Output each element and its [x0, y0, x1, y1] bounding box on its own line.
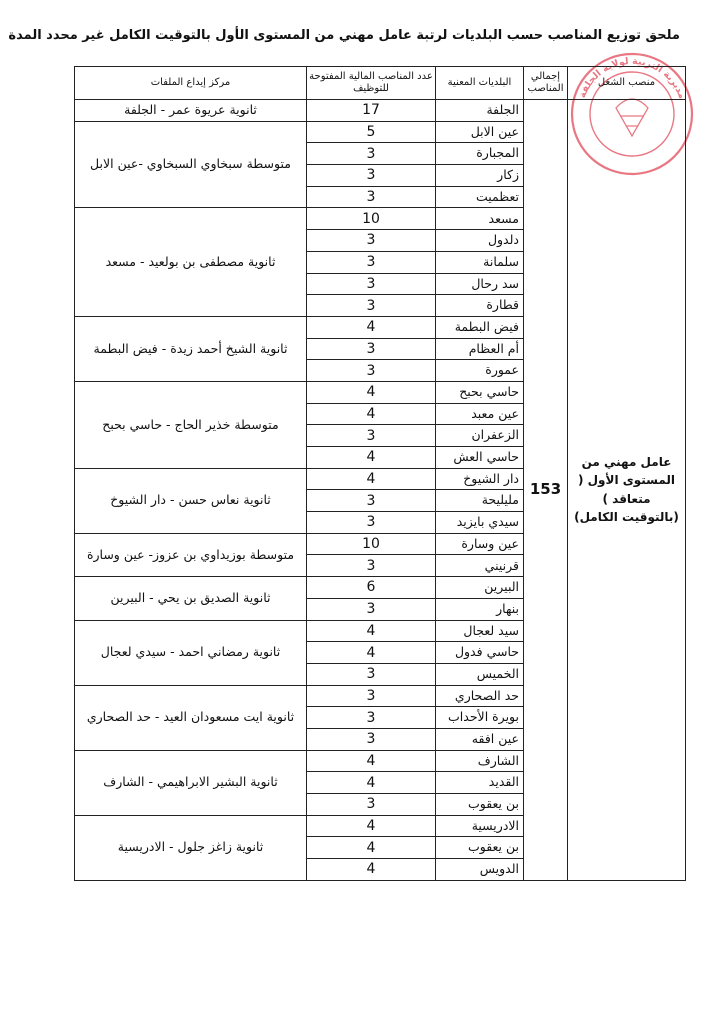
table-row: [75, 100, 686, 122]
count-cell: 3: [307, 273, 436, 295]
count-cell: 4: [307, 620, 436, 642]
header-center: مركز إيداع الملفات: [75, 67, 307, 100]
municipality-cell: قطارة: [436, 295, 524, 317]
municipality-cell: المجبارة: [436, 143, 524, 165]
municipality-cell: فيض البطمة: [436, 316, 524, 338]
center-cell: ثانوية زاغز جلول - الادريسية: [75, 815, 307, 880]
count-cell: 3: [307, 728, 436, 750]
center-cell: ثانوية مصطفى بن بولعيد - مسعد: [75, 208, 307, 316]
count-cell: 3: [307, 230, 436, 252]
municipality-cell: بن يعقوب: [436, 837, 524, 859]
municipality-cell: عين الابل: [436, 121, 524, 143]
municipality-cell: سلمانة: [436, 251, 524, 273]
count-cell: 4: [307, 316, 436, 338]
count-cell: 10: [307, 208, 436, 230]
page-title: ملحق توزيع المناصب حسب البلديات لرتبة عامل مهني من المستوى الأول بالتوقيت الكامل غير محدد المدة: [8, 28, 680, 43]
count-cell: 3: [307, 598, 436, 620]
municipality-cell: سيد لعجال: [436, 620, 524, 642]
municipality-cell: عمورة: [436, 360, 524, 382]
center-cell: ثانوية عريوة عمر - الجلفة: [75, 100, 307, 122]
header-count: عدد المناصب المالية المفتوحة للتوظيف: [307, 67, 436, 100]
count-cell: 6: [307, 577, 436, 599]
distribution-table: [74, 66, 686, 881]
count-cell: 3: [307, 425, 436, 447]
center-cell: ثانوية الصديق بن يحي - البيرين: [75, 577, 307, 620]
municipality-cell: حاسي بحبح: [436, 381, 524, 403]
count-cell: 17: [307, 100, 436, 122]
count-cell: 3: [307, 360, 436, 382]
municipality-cell: الدويس: [436, 859, 524, 881]
municipality-cell: الجلفة: [436, 100, 524, 122]
municipality-cell: أم العظام: [436, 338, 524, 360]
count-cell: 10: [307, 533, 436, 555]
count-cell: 4: [307, 403, 436, 425]
count-cell: 3: [307, 794, 436, 816]
municipality-cell: الخميس: [436, 663, 524, 685]
municipality-cell: حد الصحاري: [436, 685, 524, 707]
municipality-cell: دلدول: [436, 230, 524, 252]
table-header-row: [75, 67, 686, 100]
center-cell: متوسطة سبخاوي السبخاوي -عين الابل: [75, 121, 307, 208]
count-cell: 4: [307, 468, 436, 490]
center-cell: ثانوية ايت مسعودان العيد - حد الصحاري: [75, 685, 307, 750]
count-cell: 4: [307, 772, 436, 794]
municipality-cell: بويرة الأحداب: [436, 707, 524, 729]
post-cell: عامل مهني من المستوى الأول ( متعاقد ) (بالتوقيت الكامل): [568, 100, 686, 881]
count-cell: 3: [307, 338, 436, 360]
municipality-cell: حاسي العش: [436, 447, 524, 469]
count-cell: 4: [307, 381, 436, 403]
municipality-cell: زكار: [436, 165, 524, 187]
municipality-cell: تعظميت: [436, 186, 524, 208]
municipality-cell: عين معبد: [436, 403, 524, 425]
municipality-cell: عين وسارة: [436, 533, 524, 555]
municipality-cell: عين افقه: [436, 728, 524, 750]
municipality-cell: الشارف: [436, 750, 524, 772]
center-cell: ثانوية الشيخ أحمد زيدة - فيض البطمة: [75, 316, 307, 381]
count-cell: 3: [307, 663, 436, 685]
header-post: منصب الشغل: [568, 67, 686, 100]
count-cell: 5: [307, 121, 436, 143]
municipality-cell: مليليحة: [436, 490, 524, 512]
municipality-cell: قرنيني: [436, 555, 524, 577]
municipality-cell: القديد: [436, 772, 524, 794]
count-cell: 4: [307, 447, 436, 469]
municipality-cell: مسعد: [436, 208, 524, 230]
count-cell: 3: [307, 251, 436, 273]
center-cell: ثانوية نعاس حسن - دار الشيوخ: [75, 468, 307, 533]
center-cell: ثانوية رمضاني احمد - سيدي لعجال: [75, 620, 307, 685]
header-municipality: البلديات المعنية: [436, 67, 524, 100]
center-cell: ثانوية البشير الابراهيمي - الشارف: [75, 750, 307, 815]
municipality-cell: الادريسية: [436, 815, 524, 837]
center-cell: متوسطة خذير الحاج - حاسي بحبح: [75, 381, 307, 468]
count-cell: 3: [307, 685, 436, 707]
municipality-cell: بن يعقوب: [436, 794, 524, 816]
count-cell: 3: [307, 143, 436, 165]
count-cell: 4: [307, 815, 436, 837]
count-cell: 3: [307, 555, 436, 577]
municipality-cell: سيدي بايزيد: [436, 512, 524, 534]
count-cell: 3: [307, 295, 436, 317]
municipality-cell: سد رحال: [436, 273, 524, 295]
total-cell: 153: [524, 100, 568, 881]
center-cell: متوسطة بوزيداوي بن عزوز- عين وسارة: [75, 533, 307, 576]
count-cell: 4: [307, 642, 436, 664]
municipality-cell: حاسي فدول: [436, 642, 524, 664]
count-cell: 3: [307, 490, 436, 512]
count-cell: 4: [307, 837, 436, 859]
municipality-cell: بنهار: [436, 598, 524, 620]
count-cell: 3: [307, 512, 436, 534]
municipality-cell: دار الشيوخ: [436, 468, 524, 490]
municipality-cell: البيرين: [436, 577, 524, 599]
municipality-cell: الزعفران: [436, 425, 524, 447]
count-cell: 4: [307, 859, 436, 881]
svg-text:مديرية التربية لولاية الجلفة: مديرية التربية لولاية الجلفة: [576, 55, 688, 101]
header-total: إجمالي المناصب: [524, 67, 568, 100]
count-cell: 3: [307, 707, 436, 729]
count-cell: 3: [307, 165, 436, 187]
count-cell: 4: [307, 750, 436, 772]
count-cell: 3: [307, 186, 436, 208]
